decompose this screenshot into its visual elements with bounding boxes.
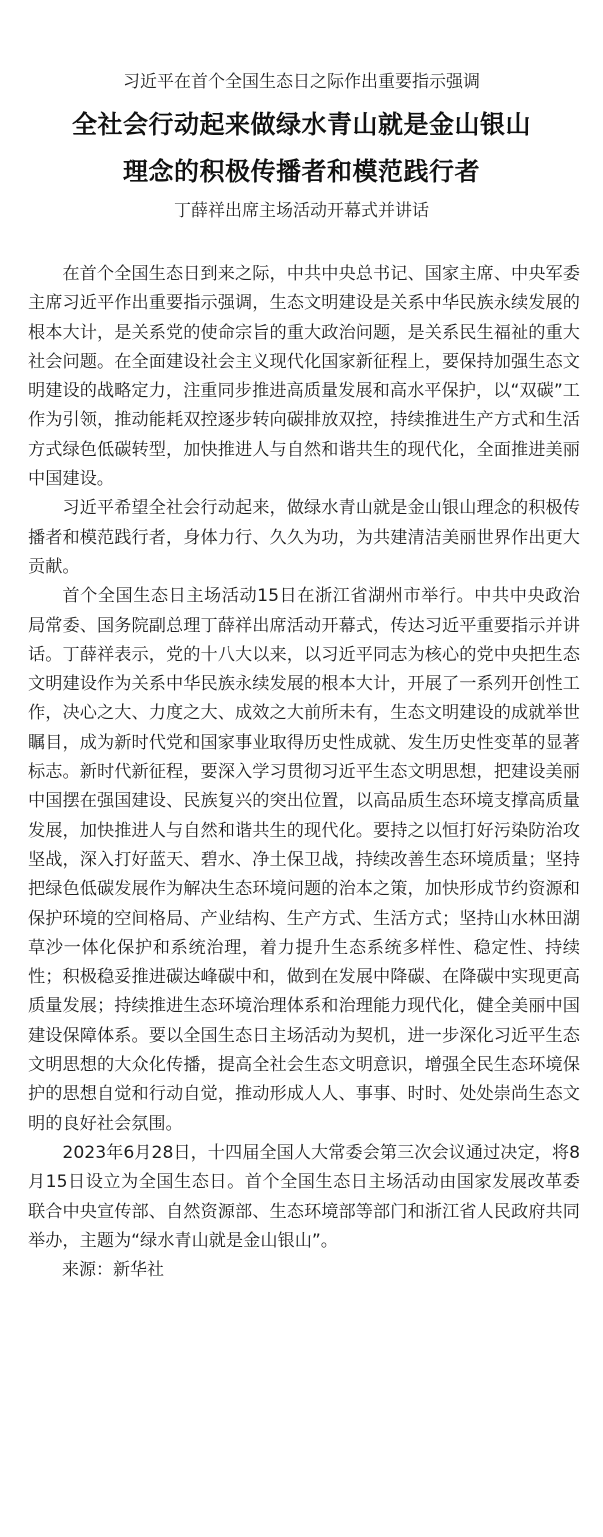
paragraph-3: 首个全国生态日主场活动15日在浙江省湖州市举行。中共中央政治局常委、国务院副总理丁薛祥出席活动开幕式，传达习近平重要指示并讲话。丁薛祥表示，党的十八大以来，以习近平同志为核心的党中央把生态文明建设作为关系中华民族永续发展的根本大计，开展了一系列开创性工作，决心之大、力度之大、成效之大前所未有，生态文明建设的成就举世瞩目，成为新时代党和国家事业取得历史性成就、发生历史性变革的显著标志。新时代新征程，要深入学习贯彻习近平生态文明思想，把建设美丽中国摆在强国建设、民族复兴的突出位置，以高品质生态环境支撑高质量发展，加快推进人与自然和谐共生的现代化。要持之以恒打好污染防治攻坚战，深入打好蓝天、碧水、净土保卫战，持续改善生态环境质量；坚持把绿色低碳发展作为解决生态环境问题的治本之策，加快形成节约资源和保护环境的空间格局、产业结构、生产方式、生活方式；坚持山水林田湖草沙一体化保护和系统治理，着力提升生态系统多样性、稳定性、持续性；积极稳妥推进碳达峰碳中和，做到在发展中降碳、在降碳中实现更高质量发展；持续推进生态环境治理体系和治理能力现代化，健全美丽中国建设保障体系。要以全国生态日主场活动为契机，进一步深化习近平生态文明思想的大众化传播，提高全社会生态文明意识，增强全民生态环境保护的思想自觉和行动自觉，推动形成人人、事事、时时、处处崇尚生态文明的良好社会氛围。 bbox=[28, 586, 580, 1134]
headline-line-2: 理念的积极传播者和模范践行者 bbox=[122, 157, 480, 186]
article-source: 来源：新华社 bbox=[62, 1260, 164, 1281]
paragraph-2: 习近平希望全社会行动起来，做绿水青山就是金山银山理念的积极传播者和模范践行者，身体力行、久久为功，为共建清洁美丽世界作出更大贡献。 bbox=[28, 498, 580, 577]
article-kicker: 习近平在首个全国生态日之际作出重要指示强调 bbox=[123, 72, 480, 92]
article-body bbox=[28, 260, 580, 1285]
paragraph-1: 在首个全国生态日到来之际，中共中央总书记、国家主席、中央军委主席习近平作出重要指示强调，生态文明建设是关系中华民族永续发展的根本大计，是关系党的使命宗旨的重大政治问题，是关系民生福祉的重大社会问题。在全面建设社会主义现代化国家新征程上，要保持加强生态文明建设的战略定力，注重同步推进高质量发展和高水平保护，以“双碳”工作为引领，推动能耗双控逐步转向碳排放双控，持续推进生产方式和生活方式绿色低碳转型，加快推进人与自然和谐共生的现代化，全面推进美丽中国建设。 bbox=[28, 264, 580, 490]
paragraph-4: 2023年6月28日，十四届全国人大常委会第三次会议通过决定，将8月15日设立为全国生态日。首个全国生态日主场活动由国家发展改革委联合中央宣传部、自然资源部、生态环境部等部门和浙江省人民政府共同举办，主题为“绿水青山就是金山银山”。 bbox=[28, 1142, 580, 1251]
article-subhead: 丁薛祥出席主场活动开幕式并讲话 bbox=[174, 201, 429, 221]
headline-line-1: 全社会行动起来做绿水青山就是金山银山 bbox=[71, 110, 531, 139]
